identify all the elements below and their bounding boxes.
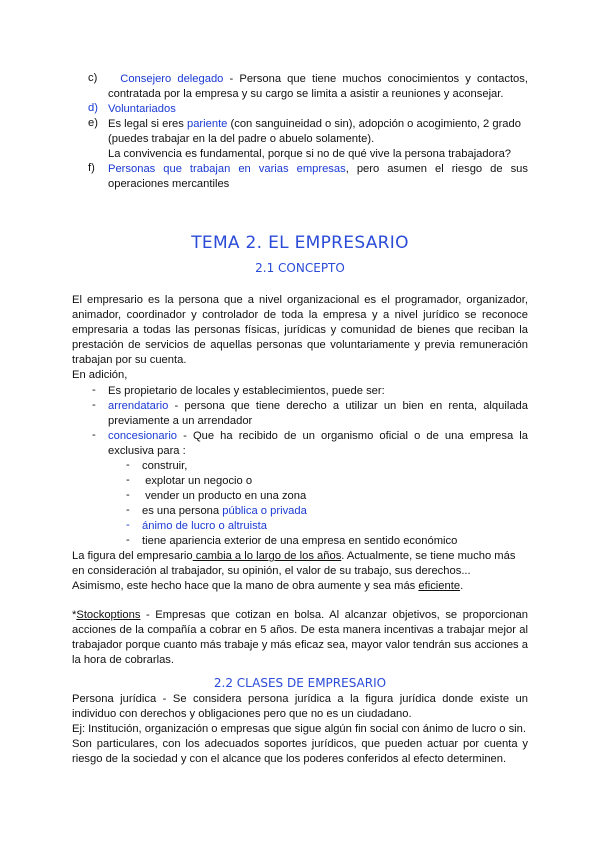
text: . <box>460 580 464 592</box>
dash-bullet: - <box>92 384 96 396</box>
term-voluntariados: Voluntariados <box>108 103 176 115</box>
sub-bullet: - <box>126 519 130 531</box>
list-letter: d) <box>88 102 98 114</box>
dash-item <box>108 429 528 444</box>
sub-item: explotar un negocio o <box>142 475 253 487</box>
paragraph-line: trabajador porque cuanto más trabaje y más eficaz sea, mayor valor tendrán sus acciones a <box>72 639 528 651</box>
paragraph-line: en consideración al trabajador, su opinión, el valor de su trabajo, sus derechos... <box>72 565 471 577</box>
term-pariente: pariente <box>186 118 228 130</box>
paragraph-line <box>72 608 528 623</box>
term-arrendatario: arrendatario <box>108 400 169 412</box>
paragraph-line: prestación de servicios de aquellas personas que voluntariamente y previa remuneración <box>72 339 528 351</box>
section-heading: 2.2 CLASES DE EMPRESARIO <box>213 676 387 690</box>
text: Asimismo, este hecho hace que la mano de obra aumente y sea más <box>72 580 419 592</box>
sub-bullet: - <box>126 504 130 516</box>
list-letter: c) <box>88 72 98 84</box>
term-stockoptions: Stockoptions <box>76 609 141 621</box>
text: . Actualmente, se tiene mucho más <box>341 550 516 562</box>
list-text: operaciones mercantiles <box>108 178 230 190</box>
paragraph-line: empresaria a todas las personas físicas, jurídicas y comunidad de bienes que reciban la <box>72 324 528 336</box>
underlined-text: eficiente <box>418 580 461 592</box>
term-personas-varias-empresas: Personas que trabajan en varias empresas <box>108 163 346 175</box>
list-letter: e) <box>88 117 98 129</box>
list-letter: f) <box>88 162 95 174</box>
paragraph-line <box>72 549 528 564</box>
dash-item-text: - persona que tiene derecho a utilizar un bien en renta, alquilada <box>168 400 528 412</box>
paragraph-line: Ej: Institución, organización o empresas que sigue algún fin social con ánimo de lucro o sin. <box>72 723 526 735</box>
paragraph-line: El empresario es la persona que a nivel organizacional es el programador, organizador, <box>72 294 528 306</box>
paragraph-line: En adición, <box>72 369 128 381</box>
sub-item: vender un producto en una zona <box>142 490 307 502</box>
term-concesionario: concesionario <box>108 430 178 442</box>
list-text: contratada por la empresa y su cargo se limita a asistir a reuniones y aconsejar. <box>108 88 504 100</box>
section-heading: 2.1 CONCEPTO <box>255 261 345 275</box>
term-consejero-delegado: Consejero delegado <box>120 73 224 85</box>
text: La figura del empresario <box>72 550 193 562</box>
sub-bullet: - <box>126 534 130 546</box>
dash-bullet: - <box>92 399 96 411</box>
sub-item: construir, <box>142 460 188 472</box>
sub-item: tiene apariencia exterior de una empresa en sentido económico <box>142 535 458 547</box>
page-title: TEMA 2. EL EMPRESARIO <box>191 233 409 253</box>
list-text: - Persona que tiene muchos conocimientos y contactos, <box>223 73 528 85</box>
paragraph-line: riesgo de la sociedad y con el alcance que los poderes conferidos al efecto determinen. <box>72 753 507 765</box>
paragraph-line: acciones de la compañía a cobrar en 5 años. De esta manera incentivas a trabajar mejor al <box>72 624 528 636</box>
text: - Empresas que cotizan en bolsa. Al alcanzar objetivos, se proporcionan <box>140 609 528 621</box>
list-text: La convivencia es fundamental, porque si no de qué vive la persona trabajadora? <box>108 148 512 160</box>
paragraph-line: Persona jurídica - Se considera persona jurídica a la figura jurídica donde existe un <box>72 693 528 705</box>
sub-item-text: es una persona <box>142 505 223 517</box>
dash-item-text: previamente a un arrendador <box>108 415 253 427</box>
list-text: Es legal si eres <box>108 118 187 130</box>
sub-item <box>142 504 307 519</box>
list-text: (puedes trabajar en la del padre o abuelo solamente). <box>108 133 375 145</box>
paragraph-line: animador, coordinador y controlador de toda la empresa y a nivel jurídico se reconoce <box>72 309 528 321</box>
dash-item-text: - Que ha recibido de un organismo oficial o de una empresa la <box>177 430 528 442</box>
paragraph-line <box>72 579 528 594</box>
dash-item <box>108 399 528 414</box>
paragraph-line: Son particulares, con los adecuados soportes jurídicos, que pueden actuar por cuenta y <box>72 738 528 750</box>
underlined-text: cambia a lo largo de los años <box>192 550 342 562</box>
sub-bullet: - <box>126 489 130 501</box>
paragraph-line: trabajan por su cuenta. <box>72 354 187 366</box>
dash-item: Es propietario de locales y establecimientos, puede ser: <box>108 385 385 397</box>
sub-bullet: - <box>126 474 130 486</box>
term-publica-privada: pública o privada <box>222 505 307 517</box>
dash-item-text: exclusiva para : <box>108 445 186 457</box>
list-text: (con sanguineidad o sin), adopción o acogimiento, 2 grado <box>227 118 521 130</box>
list-text: , pero asumen el riesgo de sus <box>345 163 528 175</box>
sub-bullet: - <box>126 459 130 471</box>
term-animo-lucro: ánimo de lucro o altruista <box>142 520 267 532</box>
dash-bullet: - <box>92 429 96 441</box>
paragraph-line: individuo con derechos y obligaciones pero que no es un ciudadano. <box>72 708 412 720</box>
asterisk: * <box>72 609 77 621</box>
paragraph-line: la hora de cobrarlas. <box>72 654 174 666</box>
